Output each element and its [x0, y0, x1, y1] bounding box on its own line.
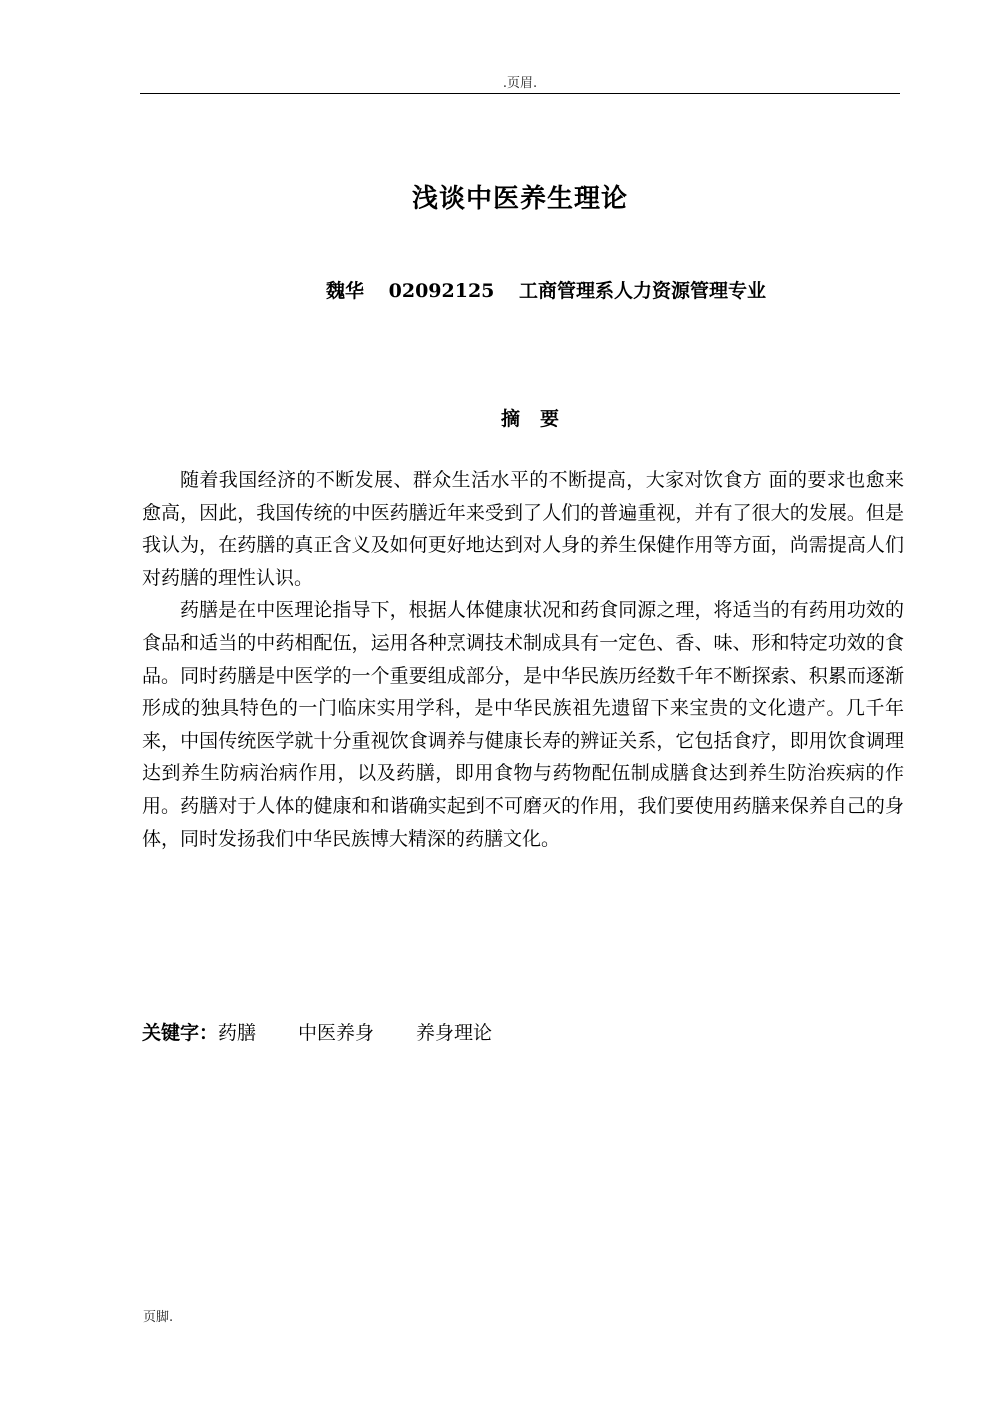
page-header: .页眉. — [502, 76, 538, 91]
document-title: 浅谈中医养生理论 — [411, 184, 628, 214]
keyword-item: 中医养身 — [298, 1022, 375, 1044]
keywords-line — [142, 1018, 534, 1045]
keyword-item: 养身理论 — [416, 1022, 493, 1044]
abstract-body — [142, 464, 904, 855]
author-line — [326, 276, 784, 303]
keywords-label: 关键字： — [142, 1022, 219, 1044]
page-footer: 页脚. — [143, 1310, 174, 1325]
abstract-heading: 摘要 — [500, 408, 579, 430]
keyword-item: 药膳 — [218, 1022, 257, 1044]
student-id: 02092125 — [388, 280, 495, 302]
author-department: 工商管理系人力资源管理专业 — [519, 280, 767, 302]
header-divider — [140, 93, 900, 94]
author-name: 魏华 — [326, 280, 365, 302]
abstract-paragraph: 药膳是在中医理论指导下，根据人体健康状况和药食同源之理，将适当的有药用功效的食品和适当的中药相配伍，运用各种烹调技术制成具有一定色、香、味、形和特定功效的食品。同时药膳是中医学的一个重要组成部分，是中华民族历经数千年不断探索、积累而逐渐形成的独具特色的一门临床实用学科，是中华民族祖先遗留下来宝贵的文化遗产。几千年来，中国传统医学就十分重视饮食调养与健康长寿的辨证关系，它包括食疗，即用饮食调理达到养生防病治病作用，以及药膳，即用食物与药物配伍制成膳食达到养生防治疾病的作用。药膳对于人体的健康和和谐确实起到不可磨灭的作用，我们要使用药膳来保养自己的身体，同时发扬我们中华民族博大精深的药膳文化。 — [142, 599, 904, 850]
abstract-paragraph: 随着我国经济的不断发展、群众生活水平的不断提高，大家对饮食方 面的要求也愈来愈高，因此，我国传统的中医药膳近年来受到了人们的普遍重视，并有了很大的发展。但是我认为，在药膳的真正含义及如何更好地达到对人身的养生保健作用等方面，尚需提高人们对药膳的理性认识。 — [142, 469, 904, 589]
